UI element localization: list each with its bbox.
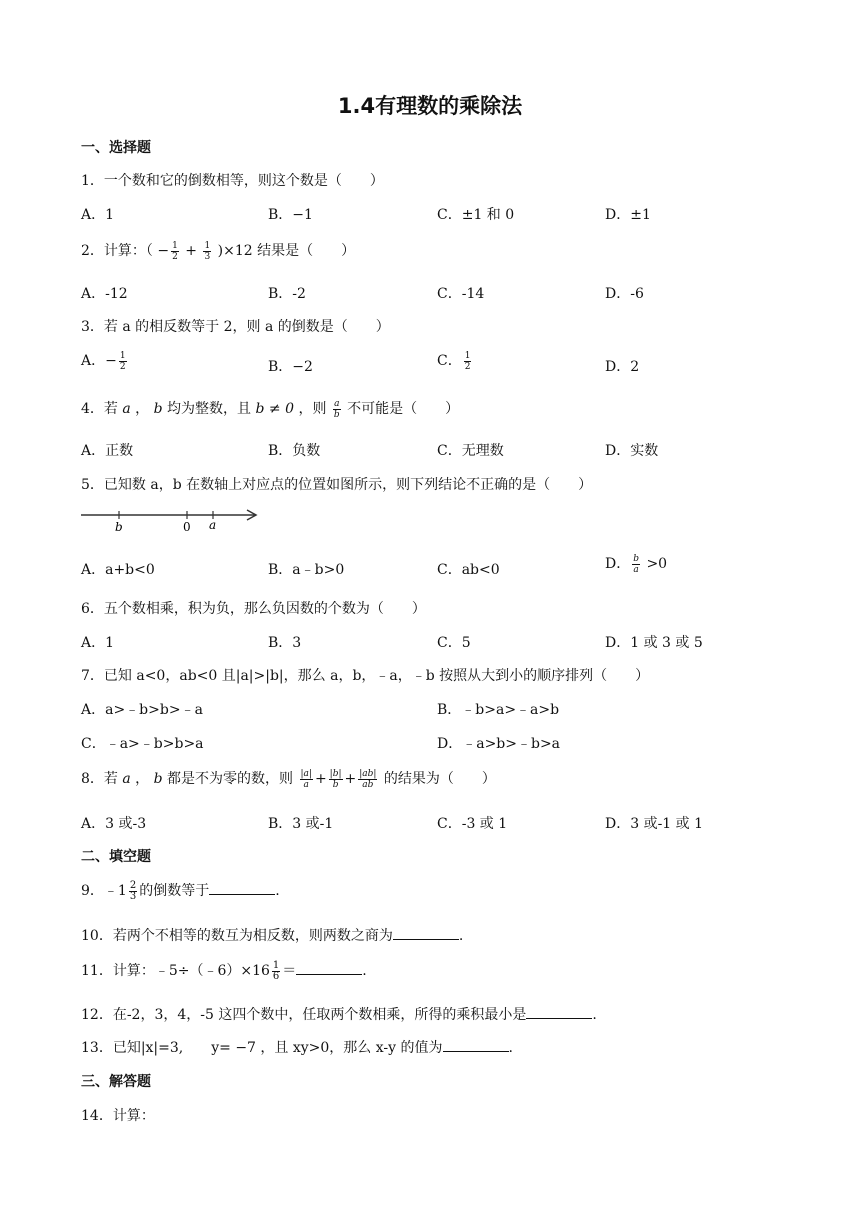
q2-plus: +: [180, 243, 202, 259]
question-14-stem: 14．计算：: [81, 1108, 155, 1124]
question-3-stem: 3．若 a 的相反数等于 2，则 a 的倒数是（ ）: [81, 319, 390, 335]
q6-option-b: B．3: [268, 635, 302, 651]
question-7-stem: 7．已知 a<0，ab<0 且|a|>|b|，那么 a，b，﹣a，﹣b 按照从大到小的顺序排列（ ）: [81, 668, 650, 684]
q7-option-c: C．﹣a>﹣b>b>a: [81, 736, 204, 752]
q6-option-c: C．5: [437, 635, 471, 651]
section-heading-solve: 三、解答题: [81, 1074, 151, 1090]
q2-fraction-2: $\frac{1}{3}$: [204, 240, 211, 262]
section-heading-choice: 一、选择题: [81, 140, 151, 156]
question-6-stem: 6．五个数相乘，积为负，那么负因数的个数为（ ）: [81, 601, 426, 617]
question-12: 12．在-2，3，4，-5 这四个数中，任取两个数相乘，所得的乘积最小是 .: [81, 1007, 597, 1023]
q5-option-d: D． $\frac{b}{a}$ >0: [605, 553, 668, 575]
question-5-stem: 5．已知数 a，b 在数轴上对应点的位置如图所示，则下列结论不正确的是（ ）: [81, 477, 593, 493]
q2-option-d: D．-6: [605, 286, 644, 302]
q9-answer-blank[interactable]: [209, 882, 275, 895]
q7-option-d: D．﹣a>b>﹣b>a: [437, 736, 561, 752]
q8-fraction-1: $\frac{|a|}{a}$: [300, 768, 312, 790]
q4-option-c: C．无理数: [437, 443, 504, 459]
q2-pre: 2．计算：（ −: [81, 243, 170, 259]
q8-fraction-2: $\frac{|b|}{b}$: [329, 768, 342, 790]
q8-option-d: D．3 或-1 或 1: [605, 816, 704, 832]
question-10: 10．若两个不相等的数互为相反数，则两数之商为 .: [81, 928, 464, 944]
question-2-stem: [81, 240, 355, 262]
q3-option-b: B．−2: [268, 359, 313, 375]
q8-option-c: C．-3 或 1: [437, 816, 508, 832]
q12-answer-blank[interactable]: [526, 1006, 592, 1019]
label-b: b: [115, 520, 123, 534]
q2-option-b: B．-2: [268, 286, 306, 302]
label-a: a: [209, 518, 217, 532]
q4-option-d: D．实数: [605, 443, 659, 459]
q3-option-d: D．2: [605, 359, 640, 375]
q6-option-a: A．1: [81, 635, 115, 651]
q2-post: )×12 结果是（ ）: [213, 243, 356, 259]
q4-option-b: B．负数: [268, 443, 321, 459]
q10-answer-blank[interactable]: [393, 927, 459, 940]
question-13: 13．已知|x|=3, y= −7 ，且 xy>0，那么 x-y 的值为 .: [81, 1040, 513, 1056]
q11-answer-blank[interactable]: [296, 962, 362, 975]
q1-option-c: C．±1 和 0: [437, 207, 515, 223]
q7-option-b: B．﹣b>a>﹣a>b: [437, 702, 560, 718]
question-9: 9．﹣1 $\frac{2}{3}$ 的倒数等于 .: [81, 879, 280, 902]
question-1-stem: 1．一个数和它的倒数相等，则这个数是（ ）: [81, 173, 384, 189]
q8-option-a: A．3 或-3: [81, 816, 147, 832]
q1-option-b: B．−1: [268, 207, 313, 223]
number-line-figure: [81, 507, 261, 535]
q2-option-a: A．-12: [81, 286, 128, 302]
q6-option-d: D．1 或 3 或 5: [605, 635, 703, 651]
question-11: 11．计算：﹣5÷（﹣6）×16 $\frac{1}{6}$ ＝ .: [81, 959, 367, 982]
q13-answer-blank[interactable]: [443, 1039, 509, 1052]
q2-option-c: C．-14: [437, 286, 485, 302]
label-0: 0: [183, 520, 191, 534]
q3-option-a: A．− $\frac{1}{2}$: [81, 350, 126, 372]
q5-option-a: A．a+b<0: [81, 562, 155, 578]
q5-option-b: B．a﹣b>0: [268, 562, 345, 578]
q3-option-c: C． $\frac{1}{2}$: [437, 350, 471, 372]
q4-option-a: A．正数: [81, 443, 134, 459]
q2-fraction-1: $\frac{1}{2}$: [172, 240, 178, 262]
section-heading-fill: 二、填空题: [81, 849, 151, 865]
q7-option-a: A．a>﹣b>b>﹣a: [81, 702, 203, 718]
q8-fraction-3: $\frac{|ab|}{ab}$: [359, 768, 377, 790]
q1-option-d: D．±1: [605, 207, 651, 223]
q1-option-a: A．1: [81, 207, 115, 223]
q4-fraction: $\frac{a}{b}$: [333, 398, 340, 420]
page-title: 1.4有理数的乘除法: [337, 94, 523, 118]
question-8-stem: 8．若 a ， b 都是不为零的数，则 $\frac{|a|}{a}$ + $\frac{|b|}{b}$ + $\frac{|ab|}{ab}$ 的结果为（ ）: [81, 768, 496, 790]
q8-option-b: B．3 或-1: [268, 816, 334, 832]
question-4-stem: 4．若 a ， b 均为整数，且 b ≠ 0 ，则 $\frac{a}{b}$ 不可能是（ ）: [81, 398, 460, 420]
q5-option-c: C．ab<0: [437, 562, 500, 578]
